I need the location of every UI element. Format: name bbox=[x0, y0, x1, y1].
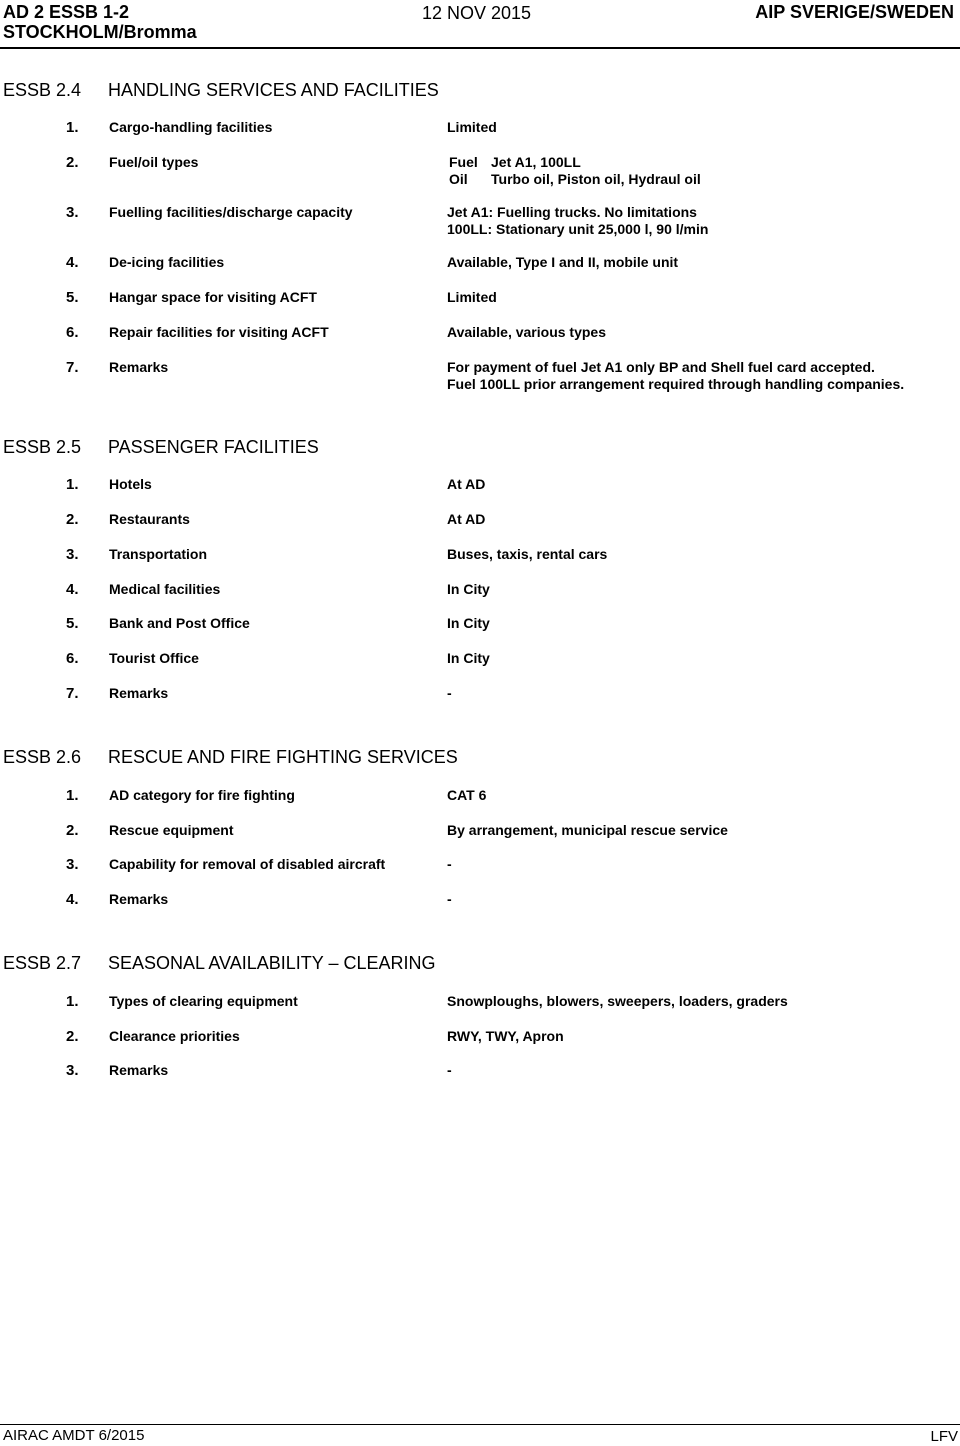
fuel-key: Fuel bbox=[449, 154, 478, 170]
item-label: Rescue equipment bbox=[109, 822, 234, 838]
publication-date: 12 NOV 2015 bbox=[422, 3, 532, 23]
item-value: At AD bbox=[447, 511, 486, 527]
item-number: 3. bbox=[66, 204, 79, 221]
publisher: AIP SVERIGE/SWEDEN bbox=[755, 2, 954, 22]
section-title: PASSENGER FACILITIES bbox=[108, 437, 319, 457]
item-number: 1. bbox=[66, 993, 79, 1010]
item-label: De-icing facilities bbox=[109, 254, 225, 270]
item-label: Remarks bbox=[109, 685, 169, 701]
item-number: 3. bbox=[66, 856, 79, 873]
item-value: CAT 6 bbox=[447, 787, 487, 803]
item-label: Hotels bbox=[109, 476, 152, 492]
item-label: Restaurants bbox=[109, 511, 190, 527]
item-number: 2. bbox=[66, 1028, 79, 1045]
item-number: 3. bbox=[66, 1062, 79, 1079]
item-value: Available, Type I and II, mobile unit bbox=[447, 254, 679, 270]
item-value: Jet A1: Fuelling trucks. No limitations bbox=[447, 204, 697, 220]
item-label: Clearance priorities bbox=[109, 1028, 240, 1044]
agency-name: LFV bbox=[930, 1428, 958, 1445]
item-number: 3. bbox=[66, 546, 79, 563]
item-number: 7. bbox=[66, 685, 79, 702]
item-label: Transportation bbox=[109, 546, 208, 562]
item-number: 2. bbox=[66, 511, 79, 528]
item-value: Snowploughs, blowers, sweepers, loaders, graders bbox=[447, 993, 788, 1009]
aerodrome-location: STOCKHOLM/Bromma bbox=[3, 22, 197, 42]
item-value: RWY, TWY, Apron bbox=[447, 1028, 564, 1044]
item-label: Medical facilities bbox=[109, 581, 221, 597]
item-label: Remarks bbox=[109, 1062, 169, 1078]
item-label: Types of clearing equipment bbox=[109, 993, 298, 1009]
item-number: 5. bbox=[66, 289, 79, 306]
item-number: 1. bbox=[66, 119, 79, 136]
item-value: For payment of fuel Jet A1 only BP and Shell fuel card accepted. bbox=[447, 359, 875, 375]
section-title: SEASONAL AVAILABILITY – CLEARING bbox=[108, 953, 436, 973]
item-value: - bbox=[447, 891, 452, 907]
item-value: 100LL: Stationary unit 25,000 l, 90 l/min bbox=[447, 221, 709, 237]
item-label: Capability for removal of disabled aircraft bbox=[109, 856, 386, 872]
item-number: 7. bbox=[66, 359, 79, 376]
section-code: ESSB 2.7 bbox=[3, 953, 82, 973]
item-label: Hangar space for visiting ACFT bbox=[109, 289, 317, 305]
item-number: 6. bbox=[66, 324, 79, 341]
section-title: HANDLING SERVICES AND FACILITIES bbox=[108, 80, 439, 100]
item-number: 5. bbox=[66, 615, 79, 632]
section-code: ESSB 2.4 bbox=[3, 80, 82, 100]
item-label: Bank and Post Office bbox=[109, 615, 250, 631]
item-value: - bbox=[447, 856, 452, 872]
footer-rule bbox=[0, 1424, 960, 1425]
item-label: Fuel/oil types bbox=[109, 154, 199, 170]
item-number: 1. bbox=[66, 787, 79, 804]
item-number: 2. bbox=[66, 822, 79, 839]
item-value: In City bbox=[447, 581, 490, 597]
item-value: By arrangement, municipal rescue service bbox=[447, 822, 728, 838]
oil-value: Turbo oil, Piston oil, Hydraul oil bbox=[491, 171, 701, 187]
item-label: AD category for fire fighting bbox=[109, 787, 295, 803]
item-value: - bbox=[447, 685, 452, 701]
item-label: Repair facilities for visiting ACFT bbox=[109, 324, 329, 340]
item-number: 1. bbox=[66, 476, 79, 493]
fuel-oil-types bbox=[449, 154, 701, 188]
item-number: 4. bbox=[66, 581, 79, 598]
item-number: 4. bbox=[66, 254, 79, 271]
item-value: Limited bbox=[447, 119, 497, 135]
item-label: Remarks bbox=[109, 891, 169, 907]
section-title: RESCUE AND FIRE FIGHTING SERVICES bbox=[108, 747, 458, 767]
item-value: At AD bbox=[447, 476, 486, 492]
item-value: - bbox=[447, 1062, 452, 1078]
item-number: 6. bbox=[66, 650, 79, 667]
item-value: Fuel 100LL prior arrangement required through handling companies. bbox=[447, 376, 905, 392]
section-code: ESSB 2.5 bbox=[3, 437, 82, 457]
fuel-value: Jet A1, 100LL bbox=[491, 154, 581, 170]
item-label: Cargo-handling facilities bbox=[109, 119, 273, 135]
item-value: Available, various types bbox=[447, 324, 606, 340]
oil-key: Oil bbox=[449, 171, 468, 187]
item-label: Remarks bbox=[109, 359, 169, 375]
item-label: Tourist Office bbox=[109, 650, 199, 666]
item-value: In City bbox=[447, 650, 490, 666]
document-reference: AD 2 ESSB 1-2 bbox=[3, 2, 130, 22]
item-label: Fuelling facilities/discharge capacity bbox=[109, 204, 353, 220]
item-value: Limited bbox=[447, 289, 497, 305]
amendment-reference: AIRAC AMDT 6/2015 bbox=[3, 1427, 145, 1444]
item-value: Buses, taxis, rental cars bbox=[447, 546, 608, 562]
item-value: In City bbox=[447, 615, 490, 631]
item-number: 4. bbox=[66, 891, 79, 908]
section-code: ESSB 2.6 bbox=[3, 747, 82, 767]
item-number: 2. bbox=[66, 154, 79, 171]
header-rule bbox=[0, 47, 960, 49]
